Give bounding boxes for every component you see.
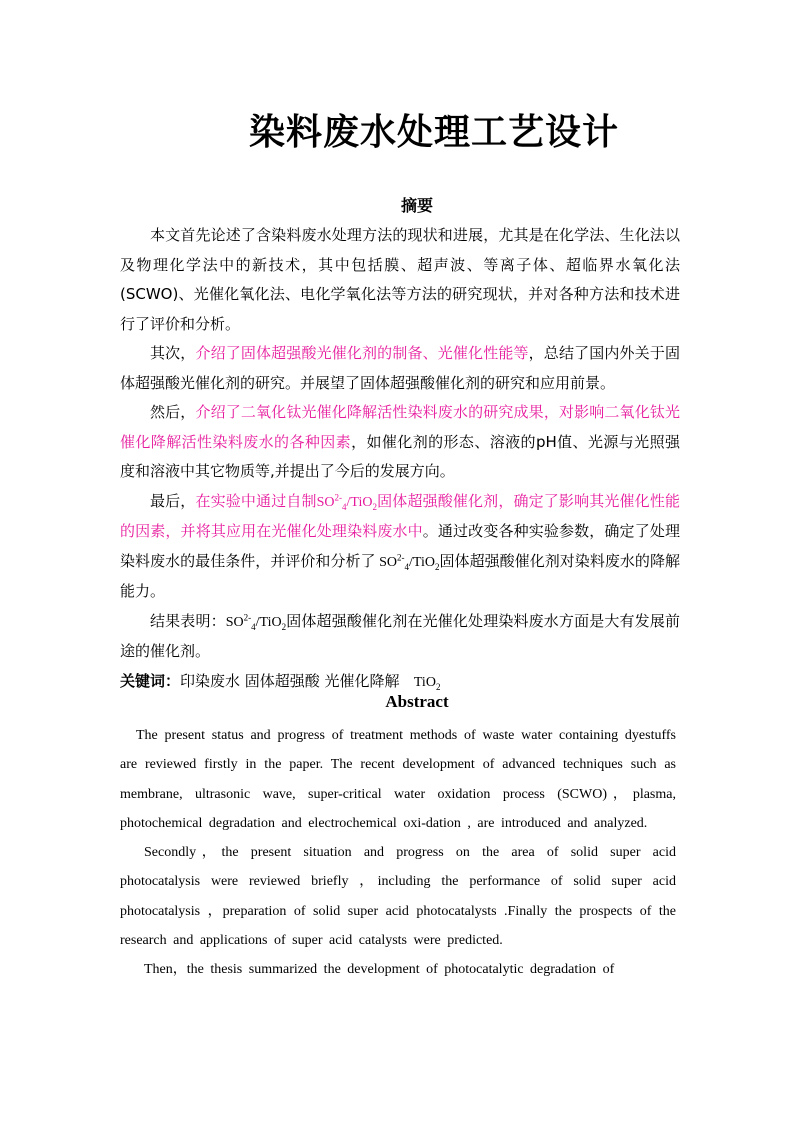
abstract-en-body <box>120 721 676 985</box>
formula-sub: 2 <box>372 501 377 512</box>
text-span: 结果表明： <box>150 611 226 630</box>
formula-sub: 4 <box>404 561 410 572</box>
highlighted-text: 介绍了固体超强酸光催化剂的制备、光催化性能等 <box>195 344 529 362</box>
formula-part: /TiO <box>409 554 435 570</box>
abstract-cn-heading: 摘要 <box>400 196 433 215</box>
formula-sup: 2- <box>243 611 252 622</box>
text-span: ，总结了国内外关于固体超强酸光催化剂的研究。并展望了固体超强酸催化剂的研究和应用前景。 <box>120 344 680 392</box>
text-span: 固体超强酸催化剂，确定了影响其光催化性能的因素，并将其应用在光催化处理染料废水中 <box>120 491 680 540</box>
abstract-cn-body <box>120 221 680 697</box>
text-span: 。通过改变各种实验参数，确定了处理染料废水的最佳条件，并评价和分析了 <box>120 522 680 570</box>
formula-sub: 2 <box>434 561 440 572</box>
formula-sub: 4 <box>251 621 256 632</box>
chemical-formula <box>414 675 441 690</box>
text-span: 其次， <box>150 344 196 362</box>
formula-sub: 2 <box>281 621 287 632</box>
keywords-list: 印染废水 固体超强酸 光催化降解 <box>180 671 400 690</box>
formula-sub: 2 <box>435 681 441 692</box>
formula-part: /TiO <box>255 614 282 630</box>
text-span: 然后， <box>150 403 196 421</box>
abstract-en-paragraph-2: Secondly，the present situation and progress on the area of solid super acid photocatalysis were reviewed briefly ，including the performance of solid super acid photocatalysis ，preparation of solid super acid photocatalysts .Finally the prospects of the research and applications of super acid catalysts were predicted. <box>120 845 676 949</box>
formula-part: TiO <box>413 674 436 690</box>
formula-part: SO <box>225 614 244 630</box>
formula-part: /TiO <box>346 494 373 510</box>
chemical-formula <box>376 551 440 572</box>
abstract-en-heading: Abstract <box>385 692 449 711</box>
formula-part: SO <box>316 494 335 510</box>
formula-sup: 2- <box>397 551 405 562</box>
text-span: 最后， <box>150 491 196 510</box>
chemical-formula <box>225 611 287 632</box>
text-span: 固体超强酸催化剂对染料废水的降解能力。 <box>120 551 680 600</box>
abstract-cn-paragraph-4 <box>120 487 680 607</box>
document-title: 染料废水处理工艺设计 <box>248 111 619 153</box>
abstract-cn-paragraph-2 <box>120 339 680 398</box>
text-span: ，如催化剂的形态、溶液的pH值、光源与光照强度和溶液中其它物质等,并提出了今后的发展方向。 <box>120 432 680 480</box>
formula-part: SO <box>379 554 398 570</box>
abstract-en-paragraph-1: The present status and progress of treatment methods of waste water containing dyestuffs are reviewed firstly in the paper. The recent development of advanced techniques such as membrane, ultrasonic wave, super-critical water oxidation process (SCWO)，plasma, photochemical degradation and electrochemical oxi-dation , are introduced and analyzed. <box>120 728 676 831</box>
abstract-en-paragraph-3: Then，the thesis summarized the development of photocatalytic degradation of <box>144 962 615 978</box>
keywords-label: 关键词： <box>120 671 181 690</box>
abstract-cn-paragraph-3 <box>120 398 680 487</box>
highlighted-text: 介绍了二氧化钛光催化降解活性染料废水的研究成果，对影响二氧化钛光催化降解活性染料废水的各种因素 <box>120 403 680 451</box>
chemical-formula <box>316 491 377 512</box>
text-span: 固体超强酸催化剂在光催化处理染料废水方面是大有发展前途的催化剂。 <box>120 611 680 660</box>
text-span: 在实验中通过自制 <box>195 491 317 510</box>
formula-sup: 2- <box>334 491 343 502</box>
abstract-cn-paragraph-5 <box>120 607 680 667</box>
abstract-cn-paragraph-1: 本文首先论述了含染料废水处理方法的现状和进展，尤其是在化学法、生化法以及物理化学法中的新技术，其中包括膜、超声波、等离子体、超临界水氧化法(SCWO)、光催化氧化法、电化学氧化法等方法的研究现状，并对各种方法和技术进行了评价和分析。 <box>120 226 680 333</box>
formula-sub: 4 <box>342 501 347 512</box>
